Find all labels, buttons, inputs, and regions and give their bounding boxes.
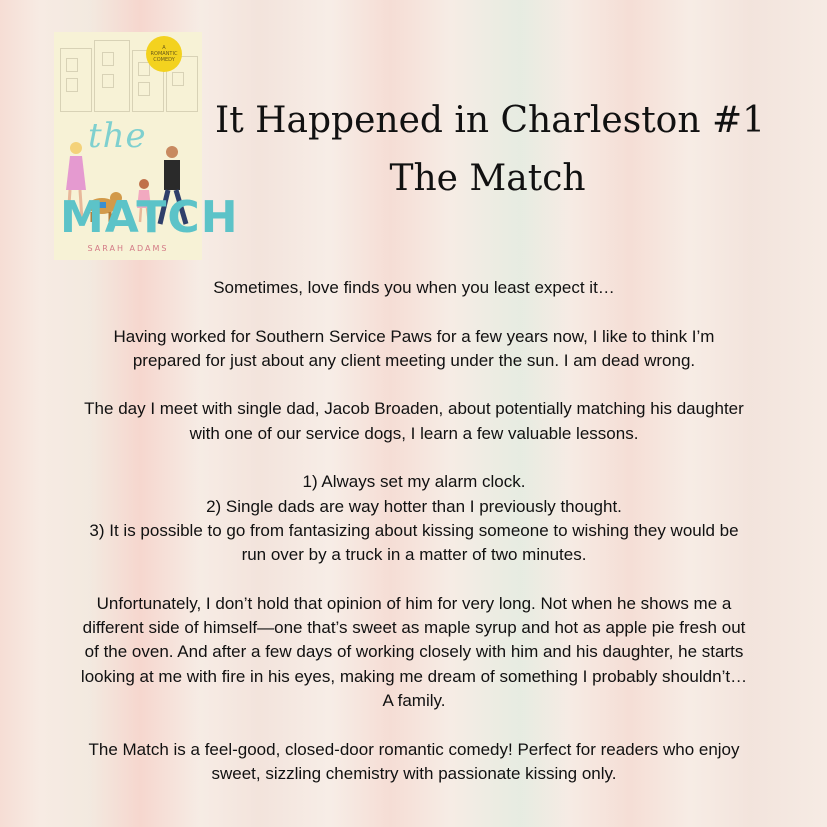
- blurb-tagline: Sometimes, love finds you when you least expect it…: [213, 278, 615, 297]
- cover-window: [66, 78, 78, 92]
- series-title: It Happened in Charleston #1: [215, 100, 766, 141]
- book-cover: [54, 32, 239, 260]
- cover-window: [66, 58, 78, 72]
- cover-main-title: MATCH: [60, 192, 239, 243]
- blurb-line: Having worked for Southern Service Paws for a few years now, I like to think I’m: [113, 326, 715, 346]
- badge-line: ROMANTIC: [150, 51, 178, 57]
- cover-window: [138, 82, 150, 96]
- blurb-line: different side of himself—one that’s sweet as maple syrup and hot as apple pie fresh out: [82, 618, 746, 638]
- blurb-line: of the oven. And after a few days of working closely with him and his daughter, he starts: [84, 642, 744, 662]
- blurb-line: Unfortunately, I don’t hold that opinion of him for very long. Not when he shows me a: [96, 593, 732, 613]
- woman-dress: [66, 156, 86, 190]
- cover-window: [172, 72, 184, 86]
- book-title: The Match: [389, 158, 586, 199]
- lesson-item: run over by a truck in a matter of two minutes.: [241, 545, 587, 565]
- blurb-line: The day I meet with single dad, Jacob Broaden, about potentially matching his daughter: [84, 399, 744, 419]
- cover-window: [102, 52, 114, 66]
- lesson-item: 3) It is possible to go from fantasizing about kissing someone to wishing they would be: [89, 520, 739, 540]
- blurb-closing: sweet, sizzling chemistry with passionate kissing only.: [211, 763, 617, 783]
- book-blurb: [28, 276, 800, 786]
- badge-line: COMEDY: [153, 57, 175, 63]
- badge-line: A: [162, 45, 166, 51]
- blurb-line: looking at me with fire in his eyes, making me dream of something I probably shouldn’t…: [80, 666, 748, 686]
- cover-script-title: the: [88, 116, 147, 156]
- man-head: [166, 146, 178, 158]
- blurb-line: prepared for just about any client meeting under the sun. I am dead wrong.: [132, 350, 696, 370]
- cover-author: SARAH ADAMS: [87, 244, 169, 253]
- girl-head: [139, 179, 149, 189]
- lesson-item: 2) Single dads are way hotter than I previously thought.: [206, 496, 622, 516]
- woman-head: [70, 142, 82, 154]
- blurb-line: with one of our service dogs, I learn a few valuable lessons.: [189, 423, 639, 443]
- man-shirt: [164, 160, 180, 190]
- blurb-line: A family.: [382, 691, 446, 711]
- blurb-closing: The Match is a feel-good, closed-door romantic comedy! Perfect for readers who enjoy: [88, 739, 740, 759]
- cover-genre-badge: [146, 36, 182, 72]
- lesson-item: 1) Always set my alarm clock.: [302, 472, 526, 492]
- book-heading: [215, 92, 766, 208]
- cover-window: [102, 74, 114, 88]
